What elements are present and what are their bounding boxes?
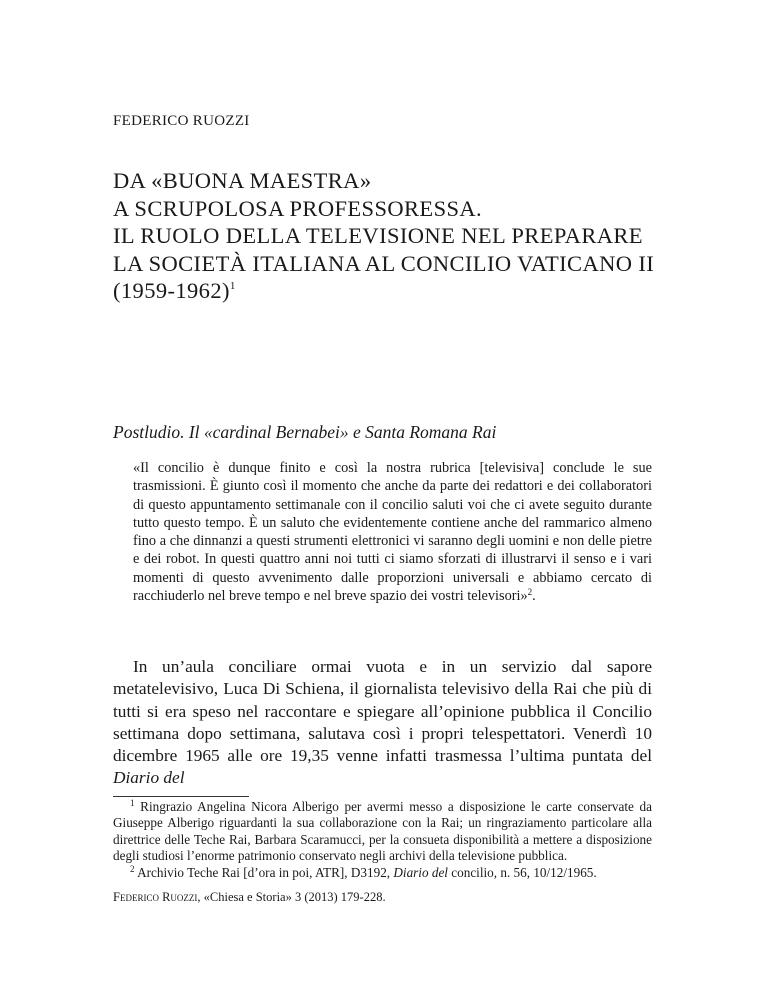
quote-text: «Il concilio è dunque finito e così la nostra rubrica [televisiva] conclude le sue trasmissioni. È giunto così il momento che anche da parte dei redattori e dei collaboratori di questo appuntamento settimanale con il concilio saluti voi che ci avete seguito durante tutto questo tempo. È un saluto che evidentemente contiene anche del rammarico almeno fino a che dinnanzi a questi strumenti elettronici vi saranno degli uomini e non delle pietre e dei robot. In questi quattro anni noi tutti ci siamo sforzati di illustrarvi il senso e i vari momenti di questo avvenimento dalle proporzioni universali e abbiamo cercato di racchiuderlo nel breve tempo e nel breve spazio dei vostri televisori»	[133, 460, 652, 605]
body-italic-title: Diario del	[113, 768, 185, 788]
author-name: FEDERICO RUOZZI	[113, 113, 250, 129]
footnote-divider	[113, 796, 249, 797]
footnote-1	[113, 799, 652, 865]
title-line: A SCRUPOLOSA PROFESSORESSA.	[113, 195, 483, 221]
body-text: In un’aula conciliare ormai vuota e in un servizio dal sapore metatelevisivo, Luca Di Schiena, il giornalista televisivo della Rai che più di tutti si era speso nel raccontare e spiegare all’opinione pubblica il Concilio settimana dopo settimana, salutava così i propri telespettatori. Venerdì 10 dicembre 1965 alle ore 19,35 venne infatti trasmessa l’ultima puntata del	[113, 657, 652, 766]
footnote-2	[113, 865, 652, 881]
footnote-ref-2[interactable]: 2	[527, 587, 533, 598]
footnote-mark: 2	[130, 863, 135, 874]
title-line: LA SOCIETÀ ITALIANA AL CONCILIO VATICANO II	[113, 250, 655, 276]
article-title	[113, 167, 673, 305]
citation-source: , «Chiesa e Storia» 3 (2013) 179-228.	[197, 890, 386, 904]
block-quote	[133, 459, 652, 605]
section-heading: Postludio. Il «cardinal Bernabei» e Santa Romana Rai	[113, 422, 497, 442]
footnote-mark: 1	[130, 798, 135, 808]
footnotes	[113, 799, 652, 881]
citation-author: Federico Ruozzi	[113, 890, 198, 904]
citation-line	[113, 890, 386, 905]
footnote-italic-title: Diario del	[393, 864, 448, 880]
title-line: IL RUOLO DELLA TELEVISIONE NEL PREPARARE	[113, 223, 643, 248]
footnote-text: Ringrazio Angelina Nicora Alberigo per avermi messo a disposizione le carte conservate da Giuseppe Alberigo riguardanti la sua collaborazione con la Rai; un ringraziamento particolare alla direttrice delle Teche Rai, Barbara Scaramucci, per la consueta disponibilità a mettere a disposizione degli studiosi l’enorme patrimonio conservato negli archivi della televisione pubblica.	[113, 799, 652, 864]
title-dates: (1959-1962)	[113, 278, 230, 303]
title-line: DA «BUONA MAESTRA»	[113, 168, 372, 193]
quote-end: .	[532, 588, 536, 605]
body-paragraph	[113, 656, 652, 790]
footnote-text: Archivio Teche Rai [d’ora in poi, ATR], D3192,	[137, 864, 394, 880]
footnote-text-end: concilio, n. 56, 10/12/1965.	[447, 864, 597, 880]
title-line	[113, 277, 673, 305]
footnote-ref-1[interactable]: 1	[229, 280, 236, 292]
